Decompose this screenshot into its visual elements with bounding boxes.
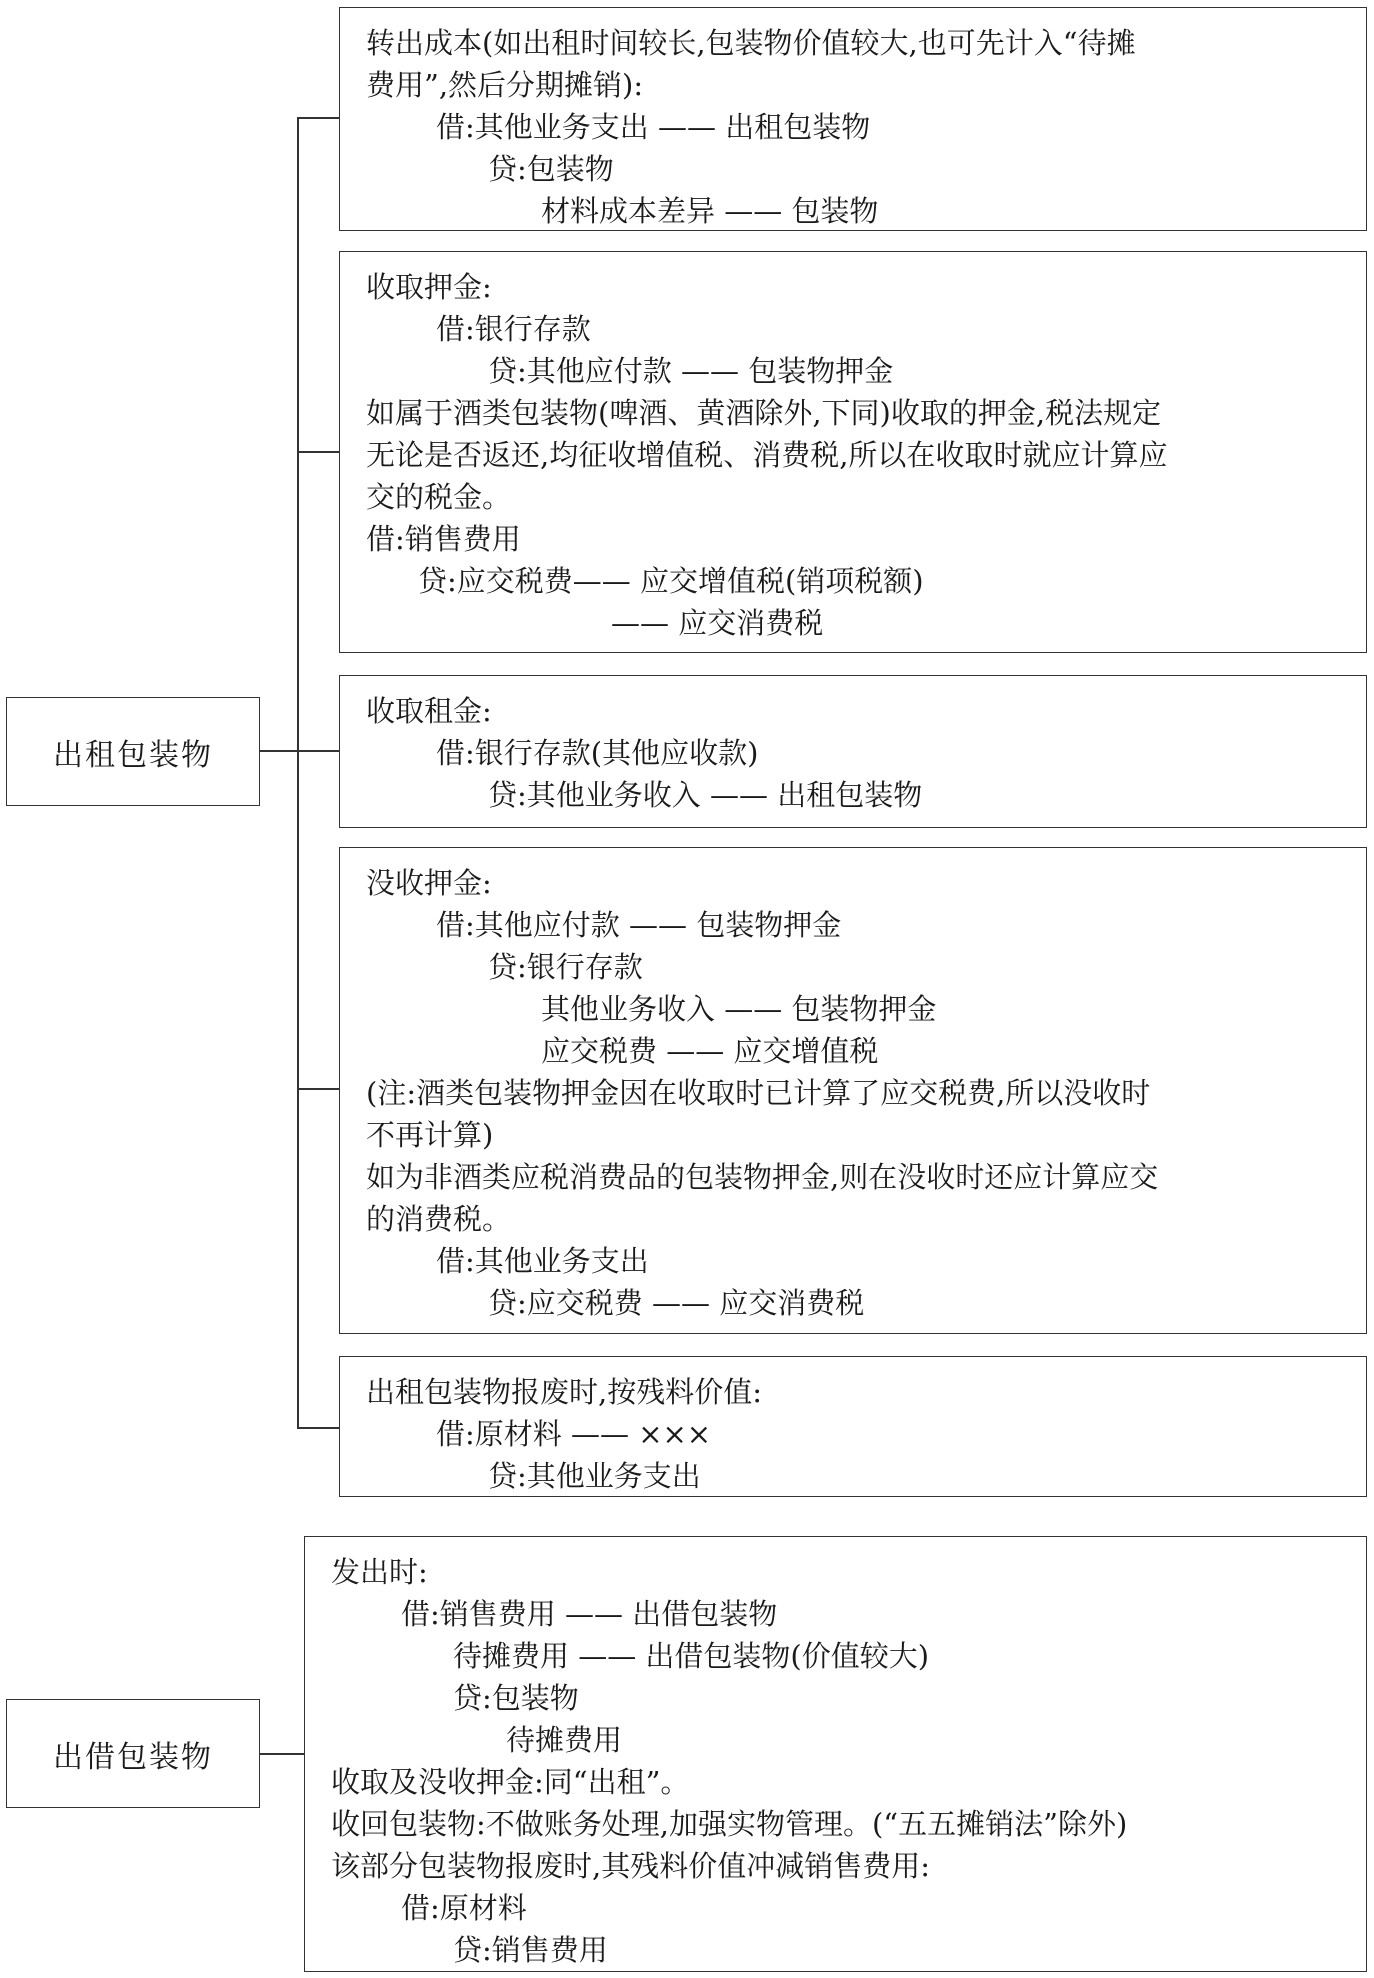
text-line: 无论是否返还,均征收增值税、消费税,所以在收取时就应计算应: [366, 438, 1168, 472]
text-line: 待摊费用 —— 出借包装物(价值较大): [453, 1639, 930, 1673]
rent-branch-5: [297, 1427, 339, 1429]
rent-box-collect-rent: [339, 675, 1367, 828]
text-line: 借:其他应付款 —— 包装物押金: [436, 908, 842, 942]
text-line: 交的税金。: [366, 480, 512, 514]
text-line: 不再计算): [366, 1118, 494, 1152]
rent-trunk-line: [260, 750, 298, 752]
text-line: 借:原材料 —— ×××: [436, 1417, 712, 1451]
text-line: 贷:应交税费 —— 应交消费税: [488, 1286, 865, 1320]
rent-branch-2: [297, 451, 339, 453]
text-line: 贷:银行存款: [488, 950, 643, 984]
text-line: 贷:应交税费—— 应交增值税(销项税额): [418, 564, 924, 598]
text-line: 材料成本差异 —— 包装物: [541, 194, 879, 228]
rent-branch-1: [297, 117, 339, 119]
text-line: (注:酒类包装物押金因在收取时已计算了应交税费,所以没收时: [366, 1076, 1151, 1110]
text-line: 贷:其他业务支出: [488, 1459, 701, 1493]
text-line: 该部分包装物报废时,其残料价值冲减销售费用:: [331, 1849, 930, 1883]
rent-branch-3: [297, 750, 339, 752]
rent-label: 出租包装物: [53, 737, 213, 773]
text-line: —— 应交消费税: [611, 606, 824, 640]
rent-box-cost-transfer: [339, 7, 1367, 231]
text-line: 转出成本(如出租时间较长,包装物价值较大,也可先计入“待摊: [366, 26, 1136, 60]
text-line: 收取押金:: [366, 270, 492, 304]
text-line: 借:原材料: [401, 1891, 527, 1925]
rent-box-scrap: [339, 1356, 1367, 1497]
lend-connector-line: [260, 1753, 304, 1755]
text-line: 借:银行存款(其他应收款): [436, 736, 759, 770]
text-line: 借:银行存款: [436, 312, 591, 346]
text-line: 贷:包装物: [488, 152, 614, 186]
lend-box: [304, 1536, 1367, 1972]
text-line: 没收押金:: [366, 866, 492, 900]
text-line: 如为非酒类应税消费品的包装物押金,则在没收时还应计算应交: [366, 1160, 1159, 1194]
text-line: 贷:其他应付款 —— 包装物押金: [488, 354, 894, 388]
lend-label: 出借包装物: [53, 1739, 213, 1775]
text-line: 出租包装物报废时,按残料价值:: [366, 1375, 762, 1409]
rent-vertical-line: [297, 117, 299, 1429]
rent-box-collect-deposit: [339, 251, 1367, 653]
text-line: 待摊费用: [506, 1723, 623, 1757]
text-line: 收取及没收押金:同“出租”。: [331, 1765, 690, 1799]
text-line: 的消费税。: [366, 1202, 512, 1236]
text-line: 贷:包装物: [453, 1681, 579, 1715]
text-line: 借:其他业务支出: [436, 1244, 649, 1278]
text-line: 借:销售费用: [366, 522, 521, 556]
text-line: 贷:其他业务收入 —— 出租包装物: [488, 778, 923, 812]
text-line: 贷:销售费用: [453, 1933, 608, 1967]
text-line: 收取租金:: [366, 694, 492, 728]
text-line: 费用”,然后分期摊销):: [366, 68, 644, 102]
text-line: 借:其他业务支出 —— 出租包装物: [436, 110, 871, 144]
text-line: 借:销售费用 —— 出借包装物: [401, 1597, 778, 1631]
text-line: 其他业务收入 —— 包装物押金: [541, 992, 937, 1026]
text-line: 收回包装物:不做账务处理,加强实物管理。(“五五摊销法”除外): [331, 1807, 1128, 1841]
rent-branch-4: [297, 1088, 339, 1090]
lend-label-box: [6, 1699, 260, 1808]
text-line: 发出时:: [331, 1555, 428, 1589]
rent-label-box: [6, 697, 260, 806]
text-line: 应交税费 —— 应交增值税: [541, 1034, 879, 1068]
rent-box-forfeit-deposit: [339, 847, 1367, 1334]
text-line: 如属于酒类包装物(啤酒、黄酒除外,下同)收取的押金,税法规定: [366, 396, 1162, 430]
